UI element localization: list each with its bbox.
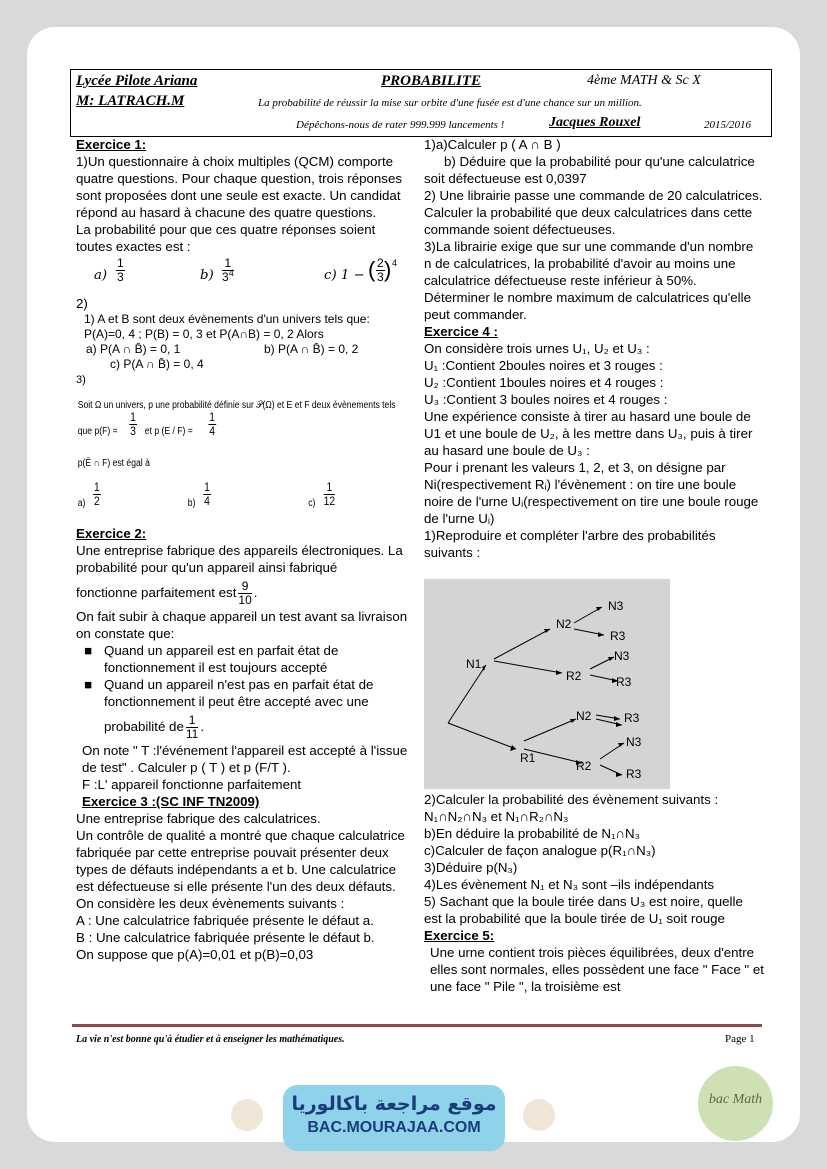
- teacher-name: M: LATRACH.M: [76, 93, 185, 109]
- q3-frac-1-4b: $\frac{1}{4}$: [204, 480, 210, 508]
- q2-block: [76, 312, 414, 372]
- q3-que: que p(F) =: [77, 426, 118, 437]
- tree-node-n3c: N3: [626, 735, 642, 749]
- quote-line2: Dépêchons-nous de rater 999.999 lancements !: [296, 119, 505, 131]
- tree-node-r3: R3: [610, 629, 626, 643]
- q2-opt-c: c) P(A ∩ B̄) = 0, 4: [110, 357, 204, 371]
- site-badge[interactable]: [283, 1085, 505, 1151]
- ex2-text3: On fait subir à chaque appareil un test avant sa livraison on constate que:: [76, 609, 408, 641]
- footer-motto: La vie n'est bonne qu'à étudier et à enseigner les mathématiques.: [76, 1034, 345, 1045]
- ex2-bullet1: [76, 642, 414, 676]
- tree-node-n3: N3: [608, 599, 624, 613]
- ex2-title: Exercice 2:: [76, 526, 147, 541]
- frac-2-3: $\frac{2}{3}$: [377, 256, 384, 284]
- q3-text: Soit Ω un univers, p une probabilité définie sur 𝒫(Ω) et E et F deux évènements tels: [77, 400, 396, 411]
- ex4-4: U₃ :Contient 3 boules noires et 4 rouges :: [424, 392, 668, 407]
- ex5-text: Une urne contient trois pièces équilibrées, deux d'entre elles sont normales, elles possèdent une face " Face " et une face " Pile ", la troisième est: [430, 945, 764, 994]
- tree-node-n2: N2: [556, 617, 572, 631]
- school-year: 2015/2016: [704, 119, 752, 131]
- ex3-supp: On suppose que p(A)=0,01 et p(B)=0,03: [76, 947, 314, 962]
- ex4-2: U₁ :Contient 2boules noires et 3 rouges :: [424, 358, 663, 373]
- q2-opt-a: a) P(A ∩ B̄) = 0, 1: [86, 342, 181, 356]
- ex4-1: On considère trois urnes U₁, U₂ et U₃ :: [424, 341, 650, 356]
- q2-options-row: [76, 342, 414, 357]
- ex3-A: A : Une calculatrice fabriquée présente le défaut a.: [76, 913, 374, 928]
- ex3-title: Exercice 3 :(SC INF TN2009): [82, 794, 260, 809]
- ex1-opt-b: b): [200, 268, 214, 283]
- q3-frac-1-12: $\frac{1}{12}$: [323, 480, 336, 508]
- bac-math-logo-text: bac Math: [708, 1092, 763, 1107]
- ex4-title: Exercice 4 :: [424, 324, 498, 339]
- ex4-6: Pour i prenant les valeurs 1, 2, et 3, on désigne par Ni(respectivement Rᵢ) l'évènement : on tire une boule noire de l'urne Uᵢ(respectivement on tire une boule rouge de l'urne Uᵢ): [424, 460, 759, 526]
- q3-opt-a: a): [77, 498, 86, 509]
- ex4-14: 5) Sachant que la boule tirée dans U₃ est noire, quelle est la probabilité que la boule tirée de U₁ soit rouge: [424, 894, 743, 926]
- left-column: [76, 136, 414, 963]
- school-name: Lycée Pilote Ariana: [76, 73, 198, 89]
- ex4-8: 2)Calculer la probabilité des évènement suivants :: [424, 792, 719, 807]
- q3-label: 3): [76, 374, 86, 386]
- site-arabic: موقع مراجعة باكالوريا: [291, 1093, 497, 1115]
- ex1-text: 1)Un questionnaire à choix multiples (QCM) comporte quatre questions. Pour chaque question, trois réponses sont proposées dont une seule est exacte. Un candidat répond au hasard à chacune des quatre questions.: [76, 154, 402, 220]
- ex1-opt-c: c) 1 −: [324, 268, 365, 283]
- frac-1-3-4: $\frac{1}{3^4}$: [222, 256, 234, 284]
- ex3-text2: Un contrôle de qualité a montré que chaque calculatrice fabriquée par cette entreprise pouvait présenter deux types de défauts indépendants a et b. Une calculatrice est défectueuse si elle présente l'un des deux défauts.: [76, 828, 405, 894]
- r4: Calculer la probabilité que deux calculatrices dans cette commande soient défectueuses.: [424, 205, 753, 237]
- left-logo-icon: [231, 1099, 263, 1131]
- class-label: 4ème MATH & Sc X: [587, 73, 701, 88]
- ex2-note: On note " T :l'événement l'appareil est accepté à l'issue de test" . Calculer p ( T ) et p (F/T ).: [82, 743, 408, 775]
- tree-node-r2b: R2: [576, 759, 592, 773]
- ex2-bullet2-prob: probabilité de $\frac{1}{11}$ .: [104, 713, 205, 741]
- ex2-text: Une entreprise fabrique des appareils électroniques. La probabilité pour qu'un appareil ainsi fabriqué: [76, 543, 403, 575]
- q3-p: p(Ē ∩ F) est égal à: [77, 458, 150, 469]
- paren-close: ): [384, 257, 392, 282]
- tree-node-r3c: R3: [624, 711, 640, 725]
- ex5-title: Exercice 5:: [424, 928, 495, 943]
- ex1-opt-a: a): [94, 268, 108, 283]
- ex2-bullet2: [76, 676, 414, 710]
- paren-open: (: [368, 257, 376, 282]
- right-logo-icon: [523, 1099, 555, 1131]
- ex4-12: 3)Déduire p(N₃): [424, 860, 518, 875]
- ex4-3: U₂ :Contient 1boules noires et 4 rouges :: [424, 375, 664, 390]
- ex2-b2b: probabilité de: [104, 719, 184, 735]
- tree-node-n1: N1: [466, 657, 482, 671]
- ex4-5: Une expérience consiste à tirer au hasard une boule de U1 et une boule de U₂, à les mettre dans U₃, puis à tirer au hasard une boule de U₃ :: [424, 409, 753, 458]
- r3: 2) Une librairie passe une commande de 20 calculatrices.: [424, 188, 763, 203]
- q3-frac-1-2: $\frac{1}{2}$: [94, 480, 100, 508]
- q3-frac-1-4: $\frac{1}{4}$: [209, 410, 216, 438]
- r2: b) Déduire que la probabilité pour qu'une calculatrice soit défectueuse est 0,0397: [424, 154, 755, 186]
- ex2-F: F :L' appareil fonctionne parfaitement: [82, 777, 302, 792]
- q2-label: 2): [76, 296, 88, 311]
- q2-line1: 1) A et B sont deux évènements d'un univers tels que:: [84, 312, 370, 326]
- bullet-square-icon: ■: [84, 643, 93, 658]
- q3-opt-c: c): [308, 498, 316, 509]
- ex4-7: 1)Reproduire et compléter l'arbre des probabilités suivants :: [424, 528, 716, 560]
- q3-et: et p (E / F) =: [144, 426, 193, 437]
- exp-4: 4: [392, 258, 398, 268]
- ex4-13: 4)Les évènement N₁ et N₃ sont –ils indépendants: [424, 877, 715, 892]
- ex2-bullet2-text: Quand un appareil n'est pas en parfait état de fonctionnement il peut être accepté avec une: [104, 677, 374, 709]
- q3-opt-b: b): [187, 498, 196, 509]
- ex3-B: B : Une calculatrice fabriquée présente le défaut b.: [76, 930, 375, 945]
- tree-node-n2b: N2: [576, 709, 592, 723]
- bullet-square-icon: ■: [84, 677, 93, 692]
- tree-node-n3b: N3: [614, 649, 630, 663]
- tree-node-r2: R2: [566, 669, 582, 683]
- probability-tree: [424, 579, 670, 789]
- footer-rule: [72, 1024, 762, 1027]
- ex4-11: c)Calculer de façon analogue p(R₁∩N₃): [424, 843, 656, 858]
- ex4-9: N₁∩N₂∩N₃ et N₁∩R₂∩N₃: [424, 809, 569, 824]
- q3-frac-1-3: $\frac{1}{3}$: [130, 410, 136, 438]
- frac-9-10: $\frac{9}{10}$: [238, 579, 252, 607]
- right-column: [424, 136, 764, 561]
- ex4-10: b)En déduire la probabilité de N₁∩N₃: [424, 826, 641, 841]
- ex3-text: Une entreprise fabrique des calculatrices.: [76, 811, 321, 826]
- page-number: Page 1: [725, 1033, 755, 1045]
- frac-1-11: $\frac{1}{11}$: [185, 713, 199, 741]
- frac-1-3: $\frac{1}{3}$: [117, 256, 124, 284]
- ex2-line-prob: fonctionne parfaitement est $\frac{9}{10}$ .: [76, 579, 258, 607]
- quote-line1: La probabilité de réussir la mise sur orbite d'une fusée est d'une chance sur un million.: [258, 97, 642, 109]
- ex2-text2: fonctionne parfaitement est: [76, 585, 237, 601]
- q2-opt-b: b) P(A ∩ B̄) = 0, 2: [264, 342, 359, 356]
- bac-math-logo: [698, 1066, 773, 1141]
- ex1-title: Exercice 1:: [76, 137, 147, 152]
- r5: 3)La librairie exige que sur une commande d'un nombre n de calculatrices, la probabilité d'avoir au moins une calculatrice défectueuse reste inférieur à 50%. Déterminer le nombre maximum de calculatrices qu'elle peut commander.: [424, 239, 754, 322]
- ex1-options: [76, 255, 414, 295]
- q3-image-block: [76, 389, 396, 525]
- ex2-bullet1-text: Quand un appareil est en parfait état de fonctionnement il est toujours accepté: [104, 643, 339, 675]
- tree-branches: [424, 579, 670, 789]
- tree-node-r3d: R3: [626, 767, 642, 781]
- site-url[interactable]: BAC.MOURAJAA.COM: [307, 1119, 481, 1136]
- ex3-text3: On considère les deux évènements suivants :: [76, 896, 345, 911]
- tree-node-r1: R1: [520, 751, 536, 765]
- r1: 1)a)Calculer p ( A ∩ B ): [424, 137, 561, 152]
- page-title: PROBABILITE: [381, 73, 482, 89]
- q2-line2: P(A)=0, 4 ; P(B) = 0, 3 et P(A∩B) = 0, 2 Alors: [84, 327, 324, 341]
- quote-author: Jacques Rouxel: [549, 115, 641, 130]
- ex1-text2: La probabilité pour que ces quatre réponses soient toutes exactes est :: [76, 222, 376, 254]
- right-column-lower: [424, 791, 764, 995]
- tree-node-r3b: R3: [616, 675, 632, 689]
